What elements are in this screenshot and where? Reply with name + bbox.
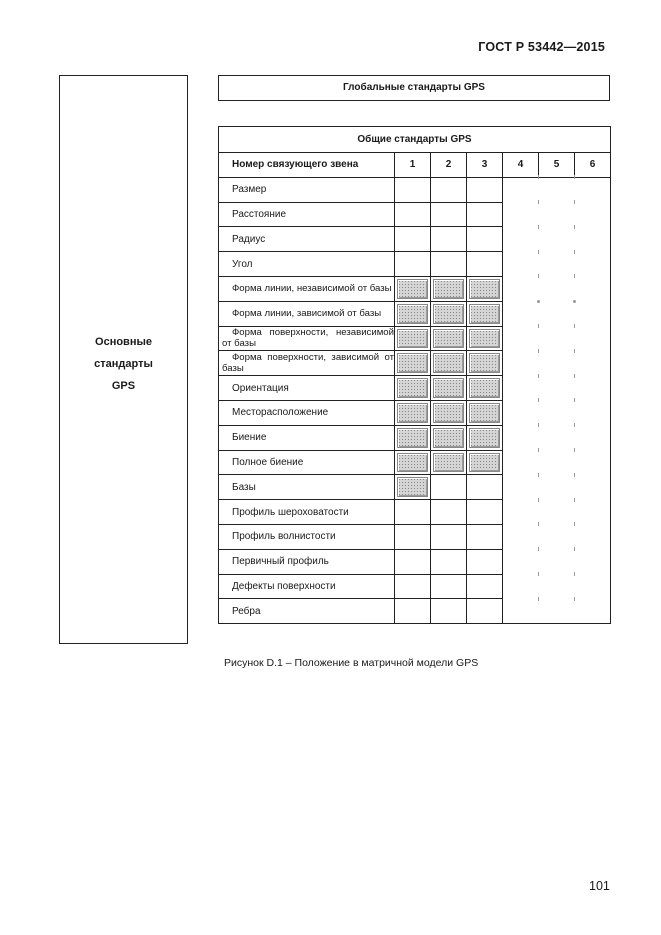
column-separator-mark	[538, 423, 539, 427]
link-cell	[503, 574, 539, 599]
matrix-row	[219, 425, 611, 450]
column-separator-mark	[538, 250, 539, 254]
column-separator-mark	[538, 448, 539, 452]
filled-cell	[467, 351, 503, 376]
column-header-2: 2	[431, 153, 467, 178]
link-cell	[503, 376, 539, 401]
basic-standards-line-3: GPS	[111, 380, 136, 392]
empty-cell	[431, 475, 467, 500]
row-name: Профиль шероховатости	[219, 500, 395, 525]
link-cell	[575, 376, 611, 401]
link-cell	[503, 475, 539, 500]
filled-cell	[395, 276, 431, 301]
link-cell	[503, 227, 539, 252]
column-separator-mark	[574, 274, 575, 278]
row-name: Расстояние	[219, 202, 395, 227]
link-cell	[539, 252, 575, 277]
column-separator-mark	[538, 200, 539, 204]
filled-cell	[431, 400, 467, 425]
empty-cell	[467, 202, 503, 227]
matrix-title-row	[219, 127, 611, 153]
empty-cell	[467, 549, 503, 574]
link-cell	[575, 400, 611, 425]
link-cell	[575, 549, 611, 574]
empty-cell	[467, 177, 503, 202]
matrix-row	[219, 500, 611, 525]
basic-standards-line-2: стандарты	[94, 358, 153, 370]
basic-standards-line-1: Основные	[95, 336, 152, 348]
link-cell	[575, 425, 611, 450]
filled-cell	[431, 376, 467, 401]
link-cell	[503, 252, 539, 277]
matrix-header-label: Номер связующего звена	[219, 153, 395, 178]
column-separator-mark	[574, 547, 575, 551]
link-cell	[503, 524, 539, 549]
link-cell	[503, 301, 539, 326]
filled-cell	[395, 351, 431, 376]
matrix-row	[219, 574, 611, 599]
link-cell	[539, 202, 575, 227]
link-cell	[575, 326, 611, 351]
column-separator-mark	[574, 374, 575, 378]
link-cell	[575, 524, 611, 549]
row-name: Полное биение	[219, 450, 395, 475]
filled-cell	[431, 326, 467, 351]
column-separator-mark	[538, 398, 539, 402]
empty-cell	[467, 227, 503, 252]
empty-cell	[395, 227, 431, 252]
matrix-row	[219, 326, 611, 351]
link-cell	[539, 376, 575, 401]
matrix-row	[219, 177, 611, 202]
link-cell	[539, 475, 575, 500]
link-cell	[503, 202, 539, 227]
gps-matrix-table	[218, 126, 611, 624]
filled-cell	[467, 326, 503, 351]
matrix-header-row	[219, 153, 611, 178]
empty-cell	[395, 599, 431, 624]
link-cell	[539, 450, 575, 475]
matrix-row	[219, 227, 611, 252]
matrix-row	[219, 524, 611, 549]
filled-cell	[467, 425, 503, 450]
column-separator-mark	[574, 349, 575, 353]
filled-cell	[431, 301, 467, 326]
filled-cell	[431, 425, 467, 450]
link-cell	[575, 351, 611, 376]
filled-cell	[395, 376, 431, 401]
column-separator-mark	[574, 175, 575, 179]
link-cell	[575, 276, 611, 301]
column-separator-mark	[574, 200, 575, 204]
row-name: Месторасположение	[219, 400, 395, 425]
empty-cell	[467, 524, 503, 549]
link-cell	[539, 326, 575, 351]
empty-cell	[467, 599, 503, 624]
link-cell	[539, 574, 575, 599]
row-name: Ребра	[219, 599, 395, 624]
column-separator-mark	[574, 423, 575, 427]
link-cell	[575, 177, 611, 202]
filled-cell	[431, 450, 467, 475]
empty-cell	[431, 549, 467, 574]
row-name: Дефекты поверхности	[219, 574, 395, 599]
row-name: Первичный профиль	[219, 549, 395, 574]
link-cell	[503, 450, 539, 475]
column-separator-mark	[574, 473, 575, 477]
empty-cell	[467, 252, 503, 277]
row-name: Ориентация	[219, 376, 395, 401]
filled-cell	[467, 400, 503, 425]
column-separator-mark	[574, 597, 575, 601]
empty-cell	[467, 574, 503, 599]
column-separator-mark	[538, 572, 539, 576]
column-header-3: 3	[467, 153, 503, 178]
row-name: Угол	[219, 252, 395, 277]
link-cell	[539, 425, 575, 450]
link-cell	[503, 425, 539, 450]
filled-cell	[467, 301, 503, 326]
link-cell	[575, 252, 611, 277]
column-separator-mark	[538, 225, 539, 229]
link-cell	[539, 500, 575, 525]
column-separator-mark	[538, 349, 539, 353]
empty-cell	[467, 475, 503, 500]
matrix-title: Общие стандарты GPS	[219, 127, 611, 153]
empty-cell	[431, 202, 467, 227]
column-separator-mark	[538, 374, 539, 378]
column-separator-mark	[574, 498, 575, 502]
matrix-row	[219, 376, 611, 401]
link-cell	[539, 301, 575, 326]
link-cell	[575, 574, 611, 599]
filled-cell	[395, 425, 431, 450]
link-cell	[575, 301, 611, 326]
column-separator-mark	[574, 448, 575, 452]
link-cell	[503, 351, 539, 376]
matrix-row	[219, 351, 611, 376]
link-cell	[503, 599, 539, 624]
matrix-row	[219, 400, 611, 425]
column-separator-mark	[538, 473, 539, 477]
empty-cell	[431, 227, 467, 252]
link-cell	[575, 450, 611, 475]
link-cell	[539, 276, 575, 301]
column-header-6: 6	[575, 153, 611, 178]
column-separator-mark	[538, 324, 539, 328]
column-separator-mark	[538, 175, 539, 179]
empty-cell	[431, 574, 467, 599]
link-cell	[503, 549, 539, 574]
link-cell	[539, 400, 575, 425]
column-separator-mark	[538, 274, 539, 278]
matrix-row	[219, 301, 611, 326]
row-name: Размер	[219, 177, 395, 202]
matrix-row	[219, 475, 611, 500]
empty-cell	[431, 252, 467, 277]
link-cell	[539, 524, 575, 549]
filled-cell	[395, 301, 431, 326]
filled-cell	[395, 450, 431, 475]
link-cell	[539, 549, 575, 574]
matrix-row	[219, 450, 611, 475]
row-name: Форма поверхности, независимой от базы	[219, 326, 395, 351]
link-cell	[503, 326, 539, 351]
link-cell	[539, 177, 575, 202]
filled-cell	[395, 400, 431, 425]
empty-cell	[467, 500, 503, 525]
empty-cell	[395, 252, 431, 277]
matrix-row	[219, 252, 611, 277]
column-separator-mark	[574, 225, 575, 229]
empty-cell	[395, 202, 431, 227]
link-cell	[575, 202, 611, 227]
column-separator-mark	[574, 398, 575, 402]
column-separator-mark	[574, 522, 575, 526]
link-cell	[575, 227, 611, 252]
link-cell	[539, 227, 575, 252]
matrix-row	[219, 202, 611, 227]
column-separator-mark	[538, 597, 539, 601]
link-cell	[503, 500, 539, 525]
column-separator-mark	[574, 572, 575, 576]
link-cell	[539, 351, 575, 376]
empty-cell	[395, 177, 431, 202]
column-separator-mark	[538, 522, 539, 526]
page-number: 101	[589, 879, 610, 893]
column-separator-mark	[574, 250, 575, 254]
matrix-row	[219, 549, 611, 574]
document-code: ГОСТ Р 53442—2015	[478, 40, 605, 54]
column-header-4: 4	[503, 153, 539, 178]
row-name: Базы	[219, 475, 395, 500]
matrix-row	[219, 276, 611, 301]
filled-cell	[467, 376, 503, 401]
empty-cell	[431, 177, 467, 202]
row-name: Форма поверхности, зависимой от базы	[219, 351, 395, 376]
row-name: Радиус	[219, 227, 395, 252]
empty-cell	[395, 574, 431, 599]
column-header-5: 5	[539, 153, 575, 178]
basic-standards-label	[59, 331, 188, 397]
empty-cell	[395, 500, 431, 525]
row-name: Профиль волнистости	[219, 524, 395, 549]
link-cell	[503, 177, 539, 202]
filled-cell	[395, 326, 431, 351]
empty-cell	[431, 524, 467, 549]
link-cell	[575, 599, 611, 624]
filled-cell	[395, 475, 431, 500]
empty-cell	[395, 549, 431, 574]
column-separator-mark	[538, 498, 539, 502]
column-separator-mark	[538, 547, 539, 551]
link-cell	[503, 276, 539, 301]
empty-cell	[431, 500, 467, 525]
row-name: Форма линии, зависимой от базы	[219, 301, 395, 326]
global-standards-box: Глобальные стандарты GPS	[218, 75, 610, 101]
matrix-row	[219, 599, 611, 624]
link-cell	[503, 400, 539, 425]
empty-cell	[395, 524, 431, 549]
filled-cell	[431, 276, 467, 301]
link-cell	[575, 500, 611, 525]
row-name: Биение	[219, 425, 395, 450]
empty-cell	[431, 599, 467, 624]
filled-cell	[467, 450, 503, 475]
figure-caption: Рисунок D.1 – Положение в матричной модели GPS	[224, 657, 479, 669]
filled-cell	[431, 351, 467, 376]
column-header-1: 1	[395, 153, 431, 178]
link-cell	[539, 599, 575, 624]
column-separator-mark	[574, 324, 575, 328]
link-cell	[575, 475, 611, 500]
row-name: Форма линии, независимой от базы	[219, 276, 395, 301]
filled-cell	[467, 276, 503, 301]
